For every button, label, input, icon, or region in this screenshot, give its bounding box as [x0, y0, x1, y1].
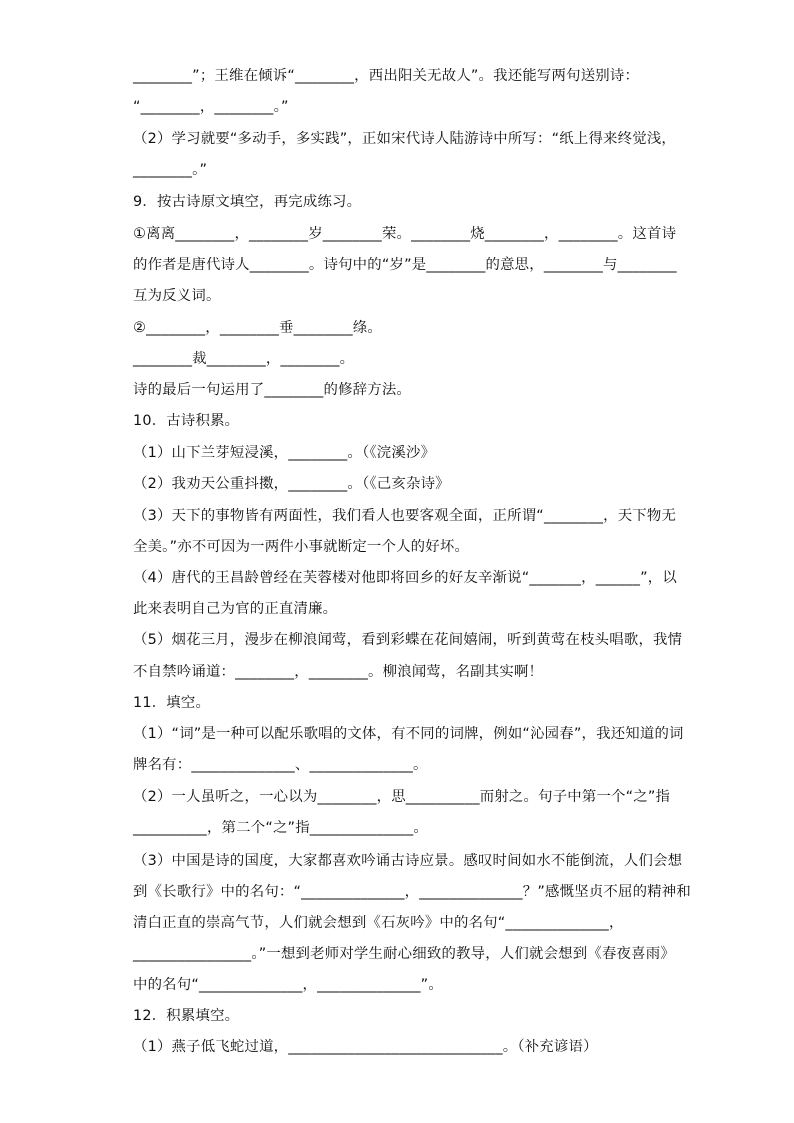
text-line: ①离离________，________岁________荣。________烧________，________。这首诗: [133, 226, 677, 242]
question-heading: 10．古诗积累。: [133, 413, 240, 429]
text-line: 互为反义词。: [133, 288, 221, 304]
text-line: 清白正直的崇高气节，人们就会想到《石灰吟》中的名句“______________，: [133, 915, 624, 931]
question-heading: 11．填空。: [133, 695, 211, 711]
text-line: （1）燕子低飞蛇过道，_____________________________。（补充谚语）: [133, 1039, 598, 1055]
text-line: （2）学习就要“多动手，多实践”，正如宋代诗人陆游诗中所写：“纸上得来终觉浅，: [133, 131, 676, 147]
text-line: （1）“词”是一种可以配乐歌唱的文体，有不同的词牌，例如“沁园春”，我还知道的词: [133, 726, 684, 742]
text-line: ②________，________垂________绦。: [133, 320, 382, 336]
text-line: ________”；王维在倾诉“________，西出阳关无故人”。我还能写两句送别诗：: [133, 68, 640, 84]
text-line: （1）山下兰芽短浸溪，________。（《浣溪沙》: [133, 445, 436, 461]
text-line: 不自禁吟诵道：________，________。柳浪闻莺，名副其实啊！: [133, 664, 544, 680]
text-line: __________，第二个“之”指______________。: [133, 820, 428, 836]
question-heading: 12．积累填空。: [133, 1008, 240, 1024]
text-line: ________。”: [133, 162, 208, 178]
text-line: （3）中国是诗的国度，大家都喜欢吟诵古诗应景。感叹时间如水不能倒流，人们会想: [133, 853, 683, 869]
text-line: 中的名句“______________，______________”。: [133, 977, 443, 993]
text-line: 此来表明自己为官的正直清廉。: [133, 601, 338, 617]
text-line: 牌名有：______________、______________。: [133, 757, 428, 773]
text-line: （3）天下的事物皆有两面性，我们看人也要客观全面，正所谓“________，天下物无: [133, 508, 677, 524]
text-line: 到《长歌行》中的名句：“______________，______________？”感慨坚贞不屈的精神和: [133, 884, 691, 900]
text-line: 的作者是唐代诗人________。诗句中的“岁”是________的意思，________与________: [133, 257, 677, 273]
text-line: ________________。”一想到老师对学生耐心细致的教导，人们就会想到《春夜喜雨》: [133, 946, 675, 962]
question-heading: 9．按古诗原文填空，再完成练习。: [133, 194, 362, 210]
text-line: （4）唐代的王昌龄曾经在芙蓉楼对他即将回乡的好友辛渐说“_______，______”，以: [133, 570, 677, 586]
text-line: 诗的最后一句运用了________的修辞方法。: [133, 382, 412, 398]
text-line: 全美。”亦不可因为一两件小事就断定一个人的好坏。: [133, 539, 470, 555]
text-line: （2）我劝天公重抖擞，________。（《己亥杂诗》: [133, 476, 450, 492]
text-line: “________，________。”: [133, 99, 289, 115]
text-line: （2）一人虽听之，一心以为________，思__________而射之。句子中第一个“之”指: [133, 789, 671, 805]
text-line: （5）烟花三月，漫步在柳浪闻莺，看到彩蝶在花间嬉闹，听到黄莺在枝头唱歌，我情: [133, 632, 683, 648]
text-line: ________裁________，________。: [133, 351, 355, 367]
